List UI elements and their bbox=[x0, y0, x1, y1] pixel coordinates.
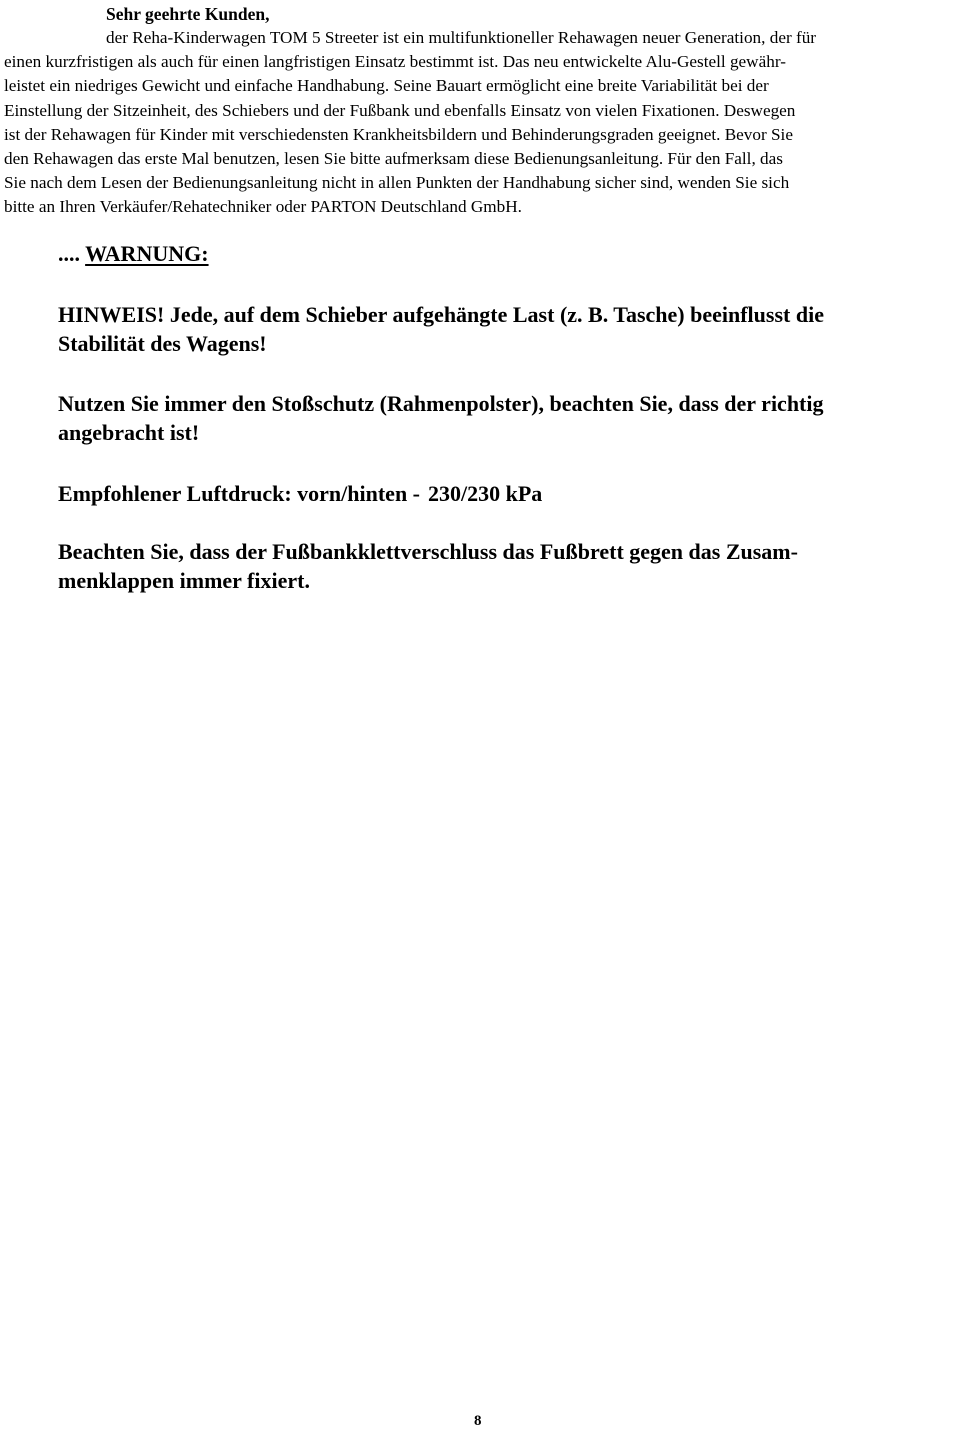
note-line: HINWEIS! Jede, auf dem Schieber aufgehängte Last (z. B. Tasche) beeinflusst die bbox=[58, 302, 824, 327]
warning-ellipsis: .... bbox=[58, 241, 80, 266]
note-line: angebracht ist! bbox=[58, 420, 200, 445]
salutation: Sehr geehrte Kunden, bbox=[106, 4, 270, 24]
note-line: Nutzen Sie immer den Stoßschutz (Rahmenpolster), beachten Sie, dass der richtig bbox=[58, 391, 824, 416]
intro-line: bitte an Ihren Verkäufer/Rehatechniker oder PARTON Deutschland GmbH. bbox=[4, 197, 522, 217]
intro-line: Einstellung der Sitzeinheit, des Schiebers und der Fußbank und ebenfalls Einsatz von vielen Fixationen. Deswegen bbox=[4, 100, 796, 120]
intro-line: Sie nach dem Lesen der Bedienungsanleitung nicht in allen Punkten der Handhabung sicher sind, wenden Sie sich bbox=[4, 173, 790, 193]
intro-line: ist der Rehawagen für Kinder mit verschiedensten Krankheitsbildern und Behinderungsgraden geeignet. Bevor Sie bbox=[4, 124, 793, 144]
note-line: Stabilität des Wagens! bbox=[58, 331, 267, 356]
note-footrest-strap bbox=[58, 537, 958, 595]
page-number: 8 bbox=[474, 1413, 482, 1429]
intro-paragraph bbox=[4, 26, 940, 220]
intro-line: der Reha-Kinderwagen TOM 5 Streeter ist ein multifunktioneller Rehawagen neuer Generation, der für bbox=[106, 28, 817, 47]
warning-label: WARNUNG: bbox=[85, 241, 209, 266]
note-tire-pressure bbox=[58, 479, 958, 508]
note-line: menklappen immer fixiert. bbox=[58, 568, 310, 593]
intro-line: den Rehawagen das erste Mal benutzen, lesen Sie bitte aufmerksam diese Bedienungsanleitung. Für den Fall, das bbox=[4, 149, 783, 169]
note-line: Beachten Sie, dass der Fußbankklettverschluss das Fußbrett gegen das Zusam- bbox=[58, 539, 798, 564]
note-line bbox=[58, 479, 958, 508]
intro-line: einen kurzfristigen als auch für einen langfristigen Einsatz bestimmt ist. Das neu entwickelte Alu-Gestell gewähr- bbox=[4, 52, 786, 72]
note-bumper-pad bbox=[58, 389, 958, 447]
tire-pressure-label: Empfohlener Luftdruck: vorn/hinten - bbox=[58, 481, 421, 506]
note-load-stability bbox=[58, 300, 958, 358]
warning-heading bbox=[58, 240, 209, 268]
intro-line: leistet ein niedriges Gewicht und einfache Handhabung. Seine Bauart ermöglicht eine breite Variabilität bei der bbox=[4, 76, 769, 96]
tire-pressure-value: 230/230 kPa bbox=[428, 481, 543, 506]
